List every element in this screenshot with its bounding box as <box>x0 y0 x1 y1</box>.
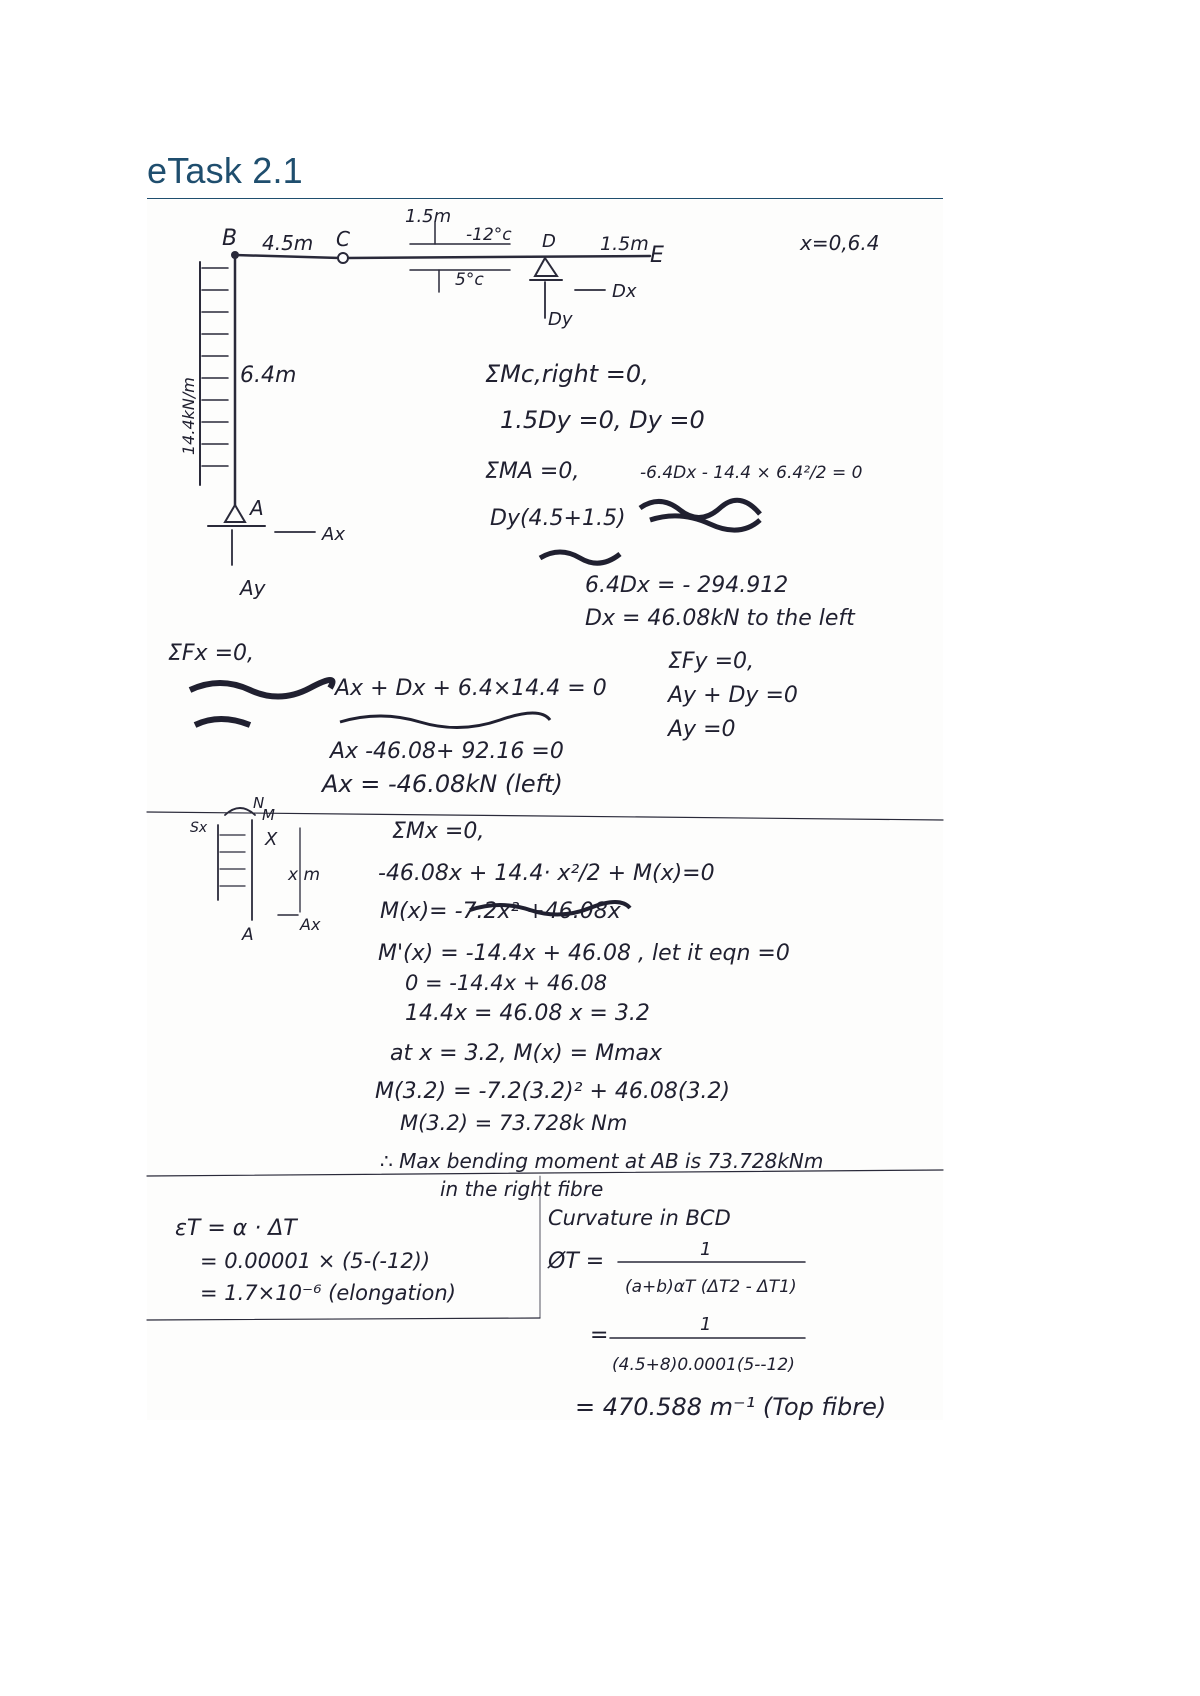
eq-m8: M(3.2) = -7.2(3.2)² + 46.08(3.2) <box>375 1079 731 1104</box>
label-section-ax: Ax <box>300 915 321 934</box>
eq-c1: ØT = <box>548 1249 605 1274</box>
eq-fy2: Ay =0 <box>668 717 736 742</box>
label-len-top: 1.5m <box>405 206 452 227</box>
eq-c1n: 1 <box>700 1239 712 1260</box>
eq-c1d: (a+b)αT (ΔT2 - ΔT1) <box>625 1277 797 1297</box>
eq-m7: at x = 3.2, M(x) = Mmax <box>390 1041 663 1066</box>
eq-l5: 6.4Dx = - 294.912 <box>585 573 789 598</box>
label-ax: Ax <box>322 524 345 545</box>
label-b: B <box>222 226 238 251</box>
eq-fy1: Ay + Dy =0 <box>668 683 798 708</box>
eq-m1: ΣMx =0, <box>392 819 485 844</box>
label-m: M <box>262 806 275 824</box>
section-sketch <box>218 808 300 920</box>
label-n: N <box>253 794 265 812</box>
eq-m4: M'(x) = -14.4x + 46.08 , let it eqn =0 <box>378 941 790 966</box>
label-temp-bottom: 5°c <box>455 270 484 290</box>
eq-fx: ΣFx =0, <box>168 641 254 666</box>
label-len-bc: 4.5m <box>262 231 314 255</box>
label-ay: Ay <box>240 576 266 600</box>
eq-m5: 0 = -14.4x + 46.08 <box>405 971 608 995</box>
page-heading: eTask 2.1 <box>147 150 303 191</box>
eq-s1: εT = α · ΔT <box>175 1216 297 1241</box>
eq-l3: ΣMA =0, <box>485 459 580 484</box>
eq-m3: M(x)= -7.2x² +46.08x <box>380 899 621 924</box>
eq-l3b: -6.4Dx - 14.4 × 6.4²/2 = 0 <box>640 463 863 483</box>
eq-l6: Dx = 46.08kN to the left <box>585 606 855 631</box>
eq-c0: Curvature in BCD <box>548 1206 731 1230</box>
eq-fy: ΣFy =0, <box>668 649 754 674</box>
eq-m10: ∴ Max bending moment at AB is 73.728kNm <box>380 1149 824 1173</box>
label-d: D <box>542 231 556 252</box>
label-x-range: x=0,6.4 <box>800 231 880 255</box>
eq-l4: Dy(4.5+1.5) <box>490 506 626 531</box>
eq-m6: 14.4x = 46.08 x = 3.2 <box>405 1001 650 1026</box>
label-xm: x m <box>288 865 321 885</box>
eq-c3: = 470.588 m⁻¹ (Top fibre) <box>575 1393 887 1421</box>
eq-m9: M(3.2) = 73.728k Nm <box>400 1111 628 1135</box>
eq-s2: = 0.00001 × (5-(-12)) <box>200 1249 431 1273</box>
label-section-a: A <box>242 925 254 945</box>
label-a: A <box>250 496 264 520</box>
eq-l1: ΣMc,right =0, <box>485 360 649 388</box>
label-temp-top: -12°c <box>466 225 512 245</box>
eq-c2n: 1 <box>700 1314 712 1335</box>
scribble-strikeout-3 <box>340 713 550 728</box>
label-e: E <box>650 243 664 268</box>
label-len-de: 1.5m <box>600 233 649 255</box>
eq-c2d: (4.5+8)0.0001(5--12) <box>612 1355 795 1375</box>
divider-3 <box>147 1318 540 1320</box>
eq-f1: Ax + Dx + 6.4×14.4 = 0 <box>335 676 607 701</box>
label-sx: Sx <box>190 820 208 836</box>
eq-f2: Ax -46.08+ 92.16 =0 <box>330 739 564 764</box>
eq-f3: Ax = -46.08kN (left) <box>322 770 563 798</box>
label-height: 6.4m <box>240 363 297 388</box>
eq-c2: = <box>590 1323 609 1348</box>
eq-m2: -46.08x + 14.4· x²/2 + M(x)=0 <box>378 861 715 886</box>
label-dy: Dy <box>548 309 573 330</box>
eq-m11: in the right fibre <box>440 1177 604 1201</box>
scribble-strikeout-2 <box>190 680 333 725</box>
label-c: C <box>336 227 350 251</box>
label-x: X <box>265 829 278 850</box>
eq-s3: = 1.7×10⁻⁶ (elongation) <box>200 1281 456 1305</box>
label-load: 14.4kN/m <box>179 377 198 455</box>
eq-l2: 1.5Dy =0, Dy =0 <box>500 406 705 434</box>
label-dx: Dx <box>612 281 637 302</box>
